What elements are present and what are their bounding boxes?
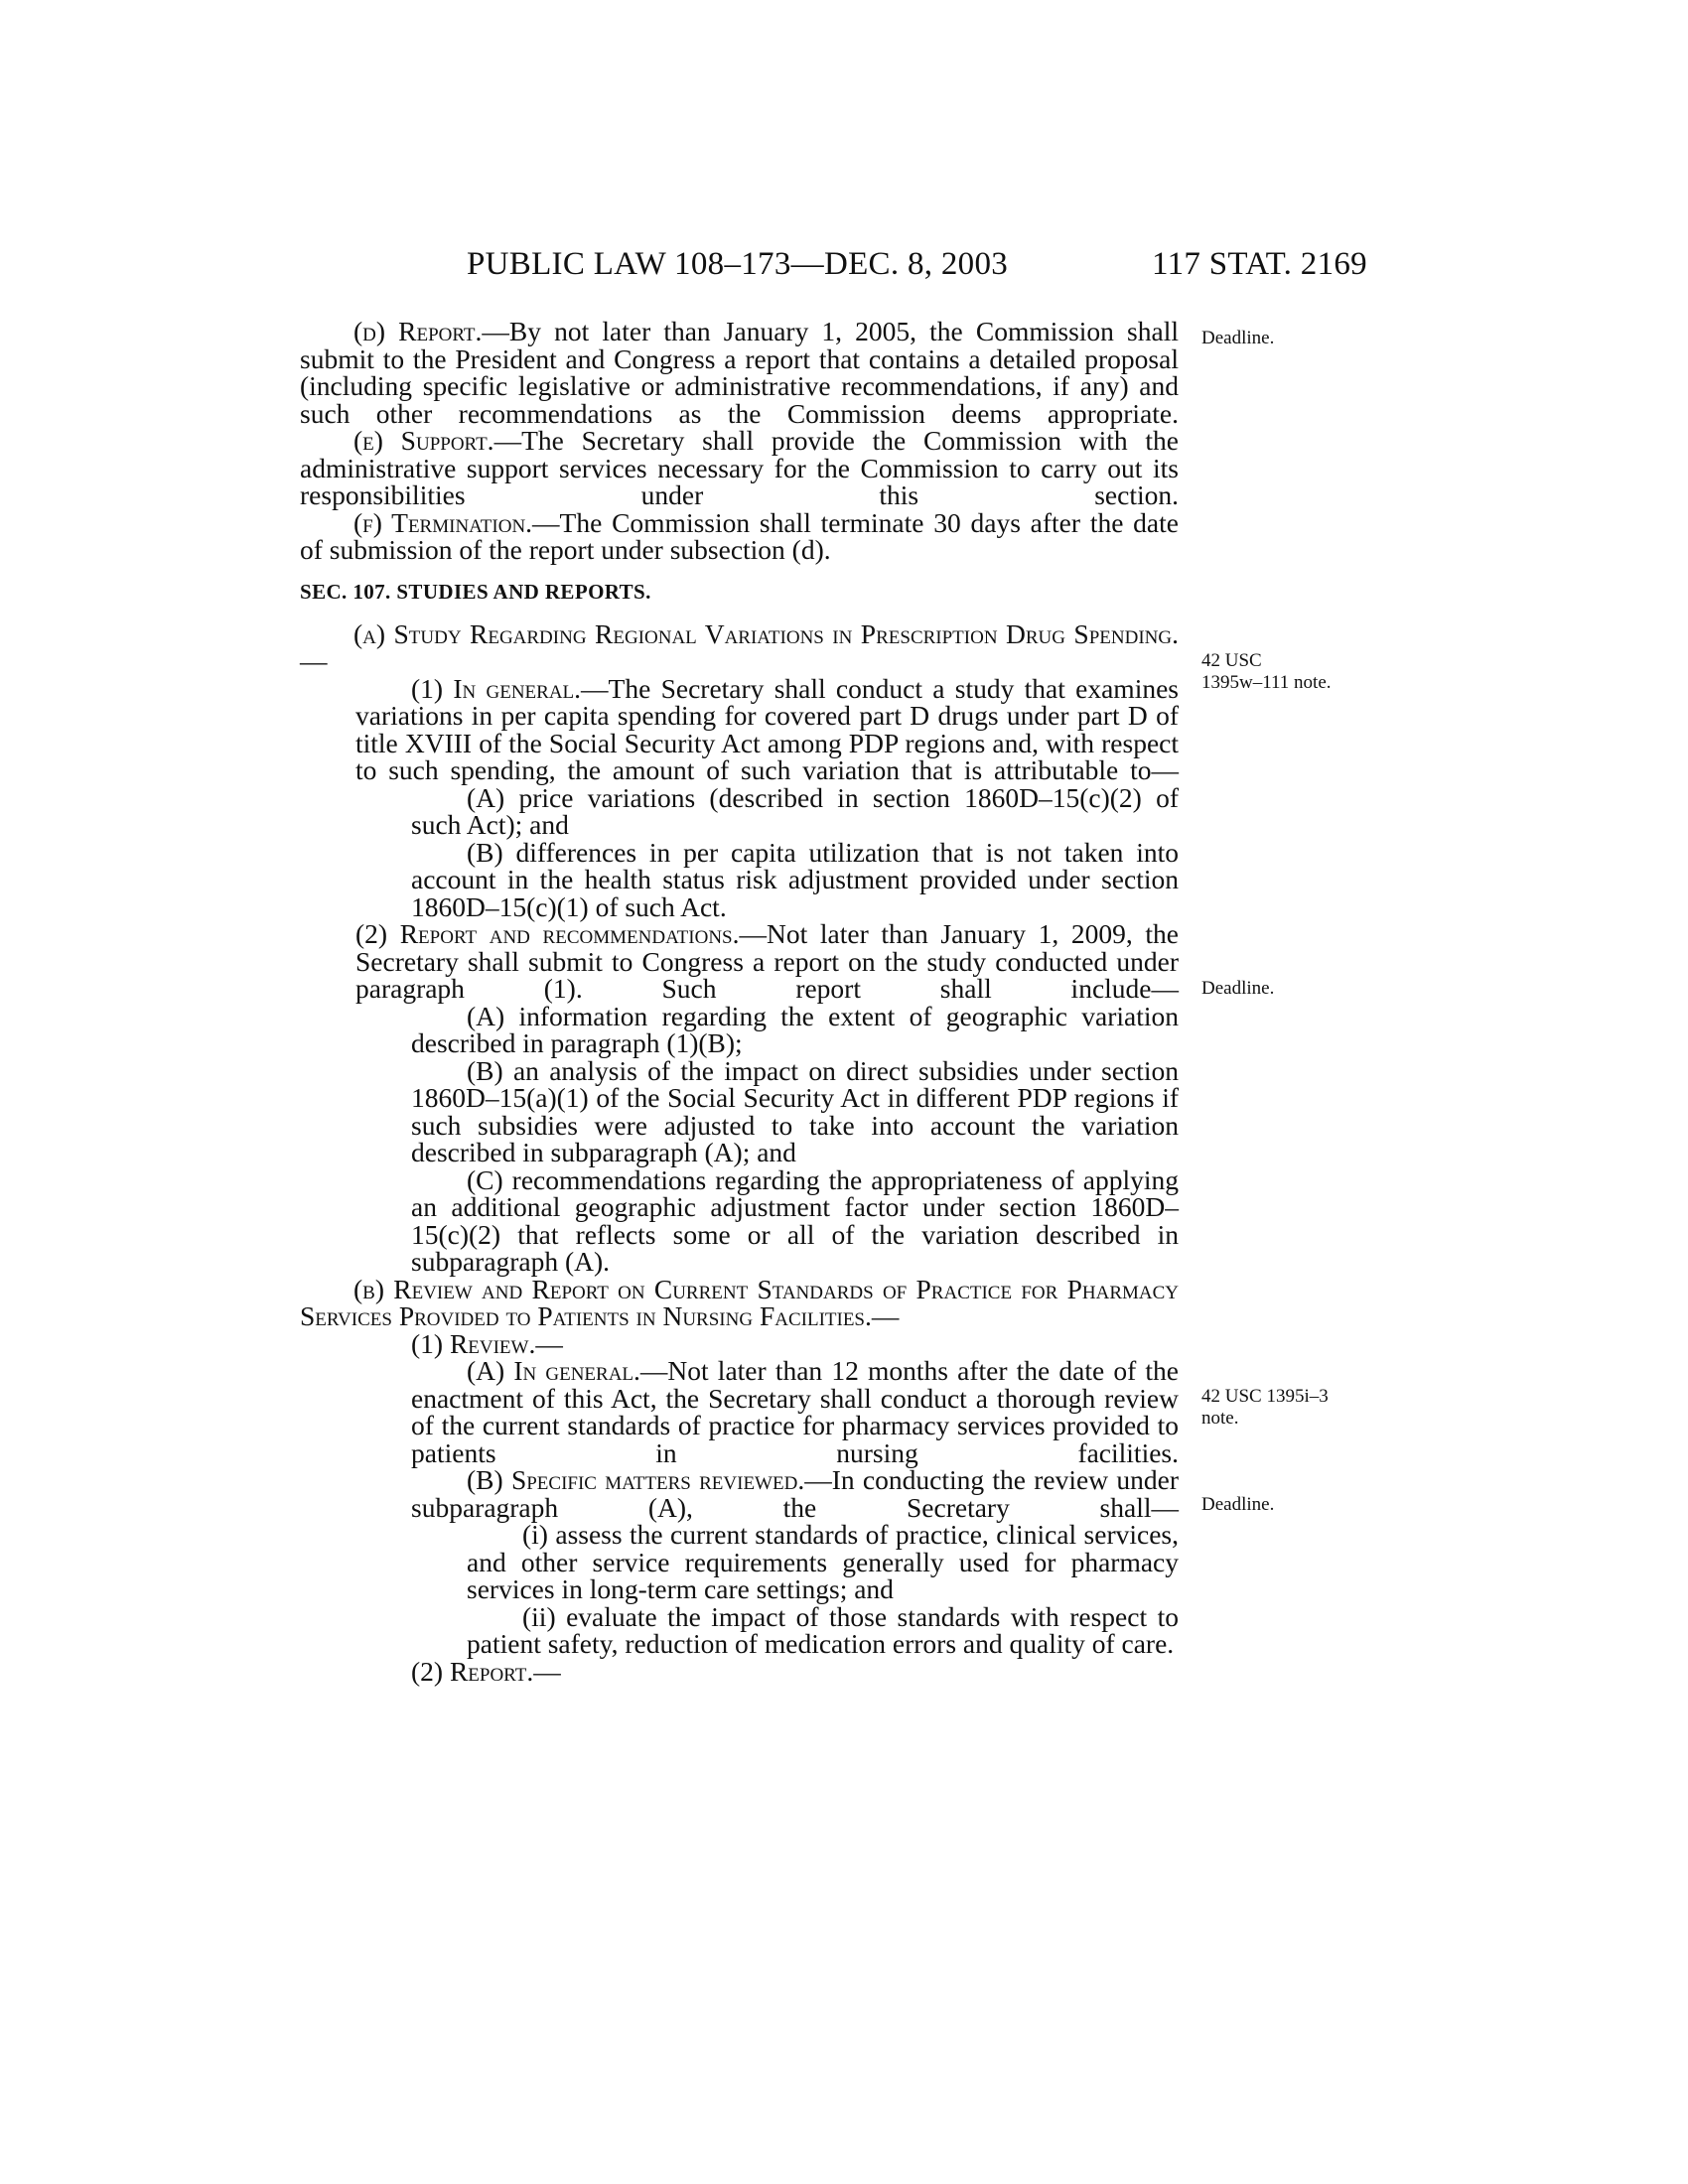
subparagraph-a2C: (C) recommendations regarding the appropriateness of applying an additional geographic adjustment factor under section 1860D–15(c)(2) that reflects some or all of the variation described in subparagraph (A).	[411, 1163, 1179, 1277]
section-heading: SEC. 107. STUDIES AND REPORTS.	[300, 579, 651, 604]
subparagraph-b1A: (A) In general.—Not later than 12 months after the date of the enactment of this Act, the Secretary shall conduct a thorough review of the current standards of practice for pharmacy services provided to patients in nursing facilities.	[411, 1355, 1179, 1468]
subsection-d: (d) Report.—By not later than January 1, 2005, the Commission shall submit to the President and Congress a report that contains a detailed proposal (including specific legislative or administrative recommendations, if any) and such other recommendations as the Commission deems appropriate.	[300, 316, 1179, 429]
margin-note-deadline: Deadline.	[1201, 328, 1275, 348]
subparagraph-a2A: (A) information regarding the extent of geographic variation described in paragraph (1)(B);	[411, 1000, 1179, 1058]
running-header-title: PUBLIC LAW 108–173—DEC. 8, 2003	[467, 246, 1009, 282]
paragraph-a2: (2) Report and recommendations.—Not later than January 1, 2009, the Secretary shall submit to Congress a report on the study conducted under paragraph (1). Such report shall include—	[355, 918, 1179, 1004]
margin-note-usc-citation: 42 USC 1395i–3 note.	[1201, 1386, 1329, 1429]
paragraph-b2: (2) Report.—	[411, 1655, 561, 1687]
subsection-f: (f) Termination.—The Commission shall terminate 30 days after the date of submission of the report under subsection (d).	[300, 506, 1179, 565]
subsection-a-heading: (a) Study Regarding Regional Variations in Prescription Drug Spending.—	[300, 617, 1179, 676]
margin-note-usc-citation: 42 USC 1395w–111 note.	[1201, 650, 1332, 693]
subparagraph-a1B: (B) differences in per capita utilization that is not taken into account in the health status risk adjustment provided under section 1860D–15(c)(1) of such Act.	[411, 836, 1179, 922]
margin-note-deadline: Deadline.	[1201, 978, 1275, 999]
paragraph-b1: (1) Review.—	[411, 1327, 563, 1359]
margin-note-deadline: Deadline.	[1201, 1494, 1275, 1515]
clause-b1Bi: (i) assess the current standards of practice, clinical services, and other service requirements generally used for pharmacy services in long-term care settings; and	[467, 1519, 1179, 1604]
subparagraph-a1A: (A) price variations (described in section 1860D–15(c)(2) of such Act); and	[411, 781, 1179, 840]
statute-text-column	[300, 318, 1179, 1685]
clause-b1Bii: (ii) evaluate the impact of those standards with respect to patient safety, reduction of medication errors and quality of care.	[467, 1600, 1179, 1659]
subparagraph-a2B: (B) an analysis of the impact on direct subsidies under section 1860D–15(a)(1) of the Social Security Act in different PDP regions if such subsidies were adjusted to take into account the variation described in subparagraph (A); and	[411, 1054, 1179, 1167]
subparagraph-b1B: (B) Specific matters reviewed.—In conducting the review under subparagraph (A), the Secretary shall—	[411, 1464, 1179, 1523]
subsection-e: (e) Support.—The Secretary shall provide the Commission with the administrative support services necessary for the Commission to carry out its responsibilities under this section.	[300, 425, 1179, 510]
page-citation: 117 STAT. 2169	[1152, 246, 1367, 282]
subsection-b-heading: (b) Review and Report on Current Standards of Practice for Pharmacy Services Provided to Patients in Nursing Facilities.—	[300, 1273, 1179, 1331]
paragraph-a1: (1) In general.—The Secretary shall conduct a study that examines variations in per capita spending for covered part D drugs under part D of title XVIII of the Social Security Act among PDP regions and, with respect to such spending, the amount of such variation that is attributable to—	[355, 672, 1179, 785]
